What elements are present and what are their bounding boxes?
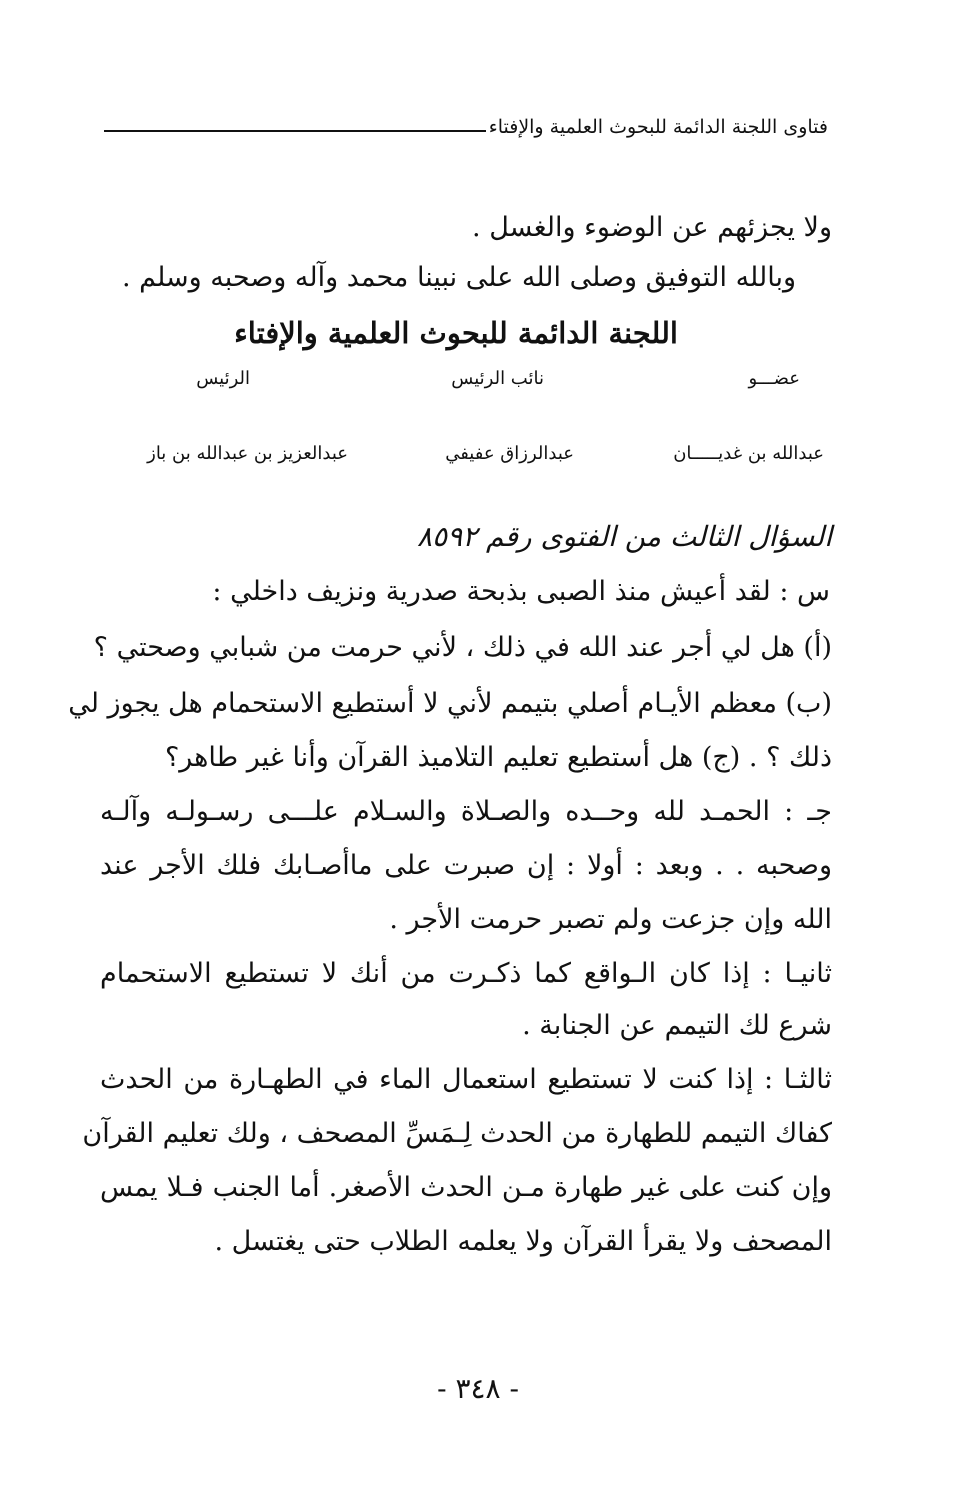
signature-role-vice-president: نائب الرئيس	[451, 368, 544, 389]
question-line: (أ) هل لي أجر عند الله في ذلك ، لأني حرمت من شبابي وصحتي ؟	[93, 632, 832, 663]
signature-name-vice-president: عبدالرزاق عفيفي	[445, 443, 574, 464]
answer-line: وإن كنت على غير طهارة مـن الحدث الأصغر. أما الجنب فـلا يمس	[100, 1172, 832, 1203]
question-line: س : لقد أعيش منذ الصبى بذبحة صدرية ونزيف داخلي :	[212, 576, 830, 607]
page-number: - ٣٤٨ -	[437, 1372, 519, 1405]
answer-line: وصحبه . . وبعد : أولا : إن صبرت على ماأصـابك فلك الأجر عند	[100, 850, 832, 881]
answer-line: كفاك التيمم للطهارة من الحدث لِـمَسِّ المصحف ، ولك تعليم القرآن	[82, 1118, 832, 1149]
answer-line: شرع لك التيمم عن الجنابة .	[522, 1010, 832, 1041]
signature-name-member: عبدالله بن غديـــــان	[673, 443, 824, 464]
committee-title: اللجنة الدائمة للبحوث العلمية والإفتاء	[234, 316, 678, 350]
question-line: ذلك ؟ . (ج) هل أستطيع تعليم التلاميذ القرآن وأنا غير طاهر؟	[164, 742, 832, 773]
question-line: (ب) معظم الأيـام أصلي بتيمم لأني لا أستطيع الاستحمام هل يجوز لي	[68, 688, 832, 719]
answer-line: الله وإن جزعت ولم تصبر حرمت الأجر .	[389, 904, 832, 935]
body-line: ولا يجزئهم عن الوضوء والغسل .	[472, 212, 832, 243]
signature-role-member: عضـــو	[748, 368, 800, 389]
body-line: وبالله التوفيق وصلى الله على نبينا محمد وآله وصحبه وسلم .	[121, 262, 796, 293]
running-header: فتاوى اللجنة الدائمة للبحوث العلمية والإفتاء	[488, 116, 828, 138]
signature-name-president: عبدالعزيز بن عبدالله بن باز	[147, 443, 348, 464]
answer-line: ثالثـا : إذا كنت لا تستطيع استعمال الماء في الطهـارة من الحدث	[100, 1064, 832, 1095]
answer-line: المصحف ولا يقرأ القرآن ولا يعلمه الطلاب حتى يغتسل .	[214, 1226, 832, 1257]
question-title: السؤال الثالث من الفتوى رقم ٨٥٩٢	[416, 520, 832, 553]
answer-line: ثانيـا : إذا كان الـواقع كما ذكـرت من أنك لا تستطيع الاستحمام	[100, 958, 832, 989]
signature-role-president: الرئيس	[196, 368, 250, 389]
answer-line: جـ : الحمـد لله وحــده والصـلاة والسـلام علـــى رسـولـه وآلـه	[100, 796, 832, 827]
header-rule	[104, 130, 486, 132]
